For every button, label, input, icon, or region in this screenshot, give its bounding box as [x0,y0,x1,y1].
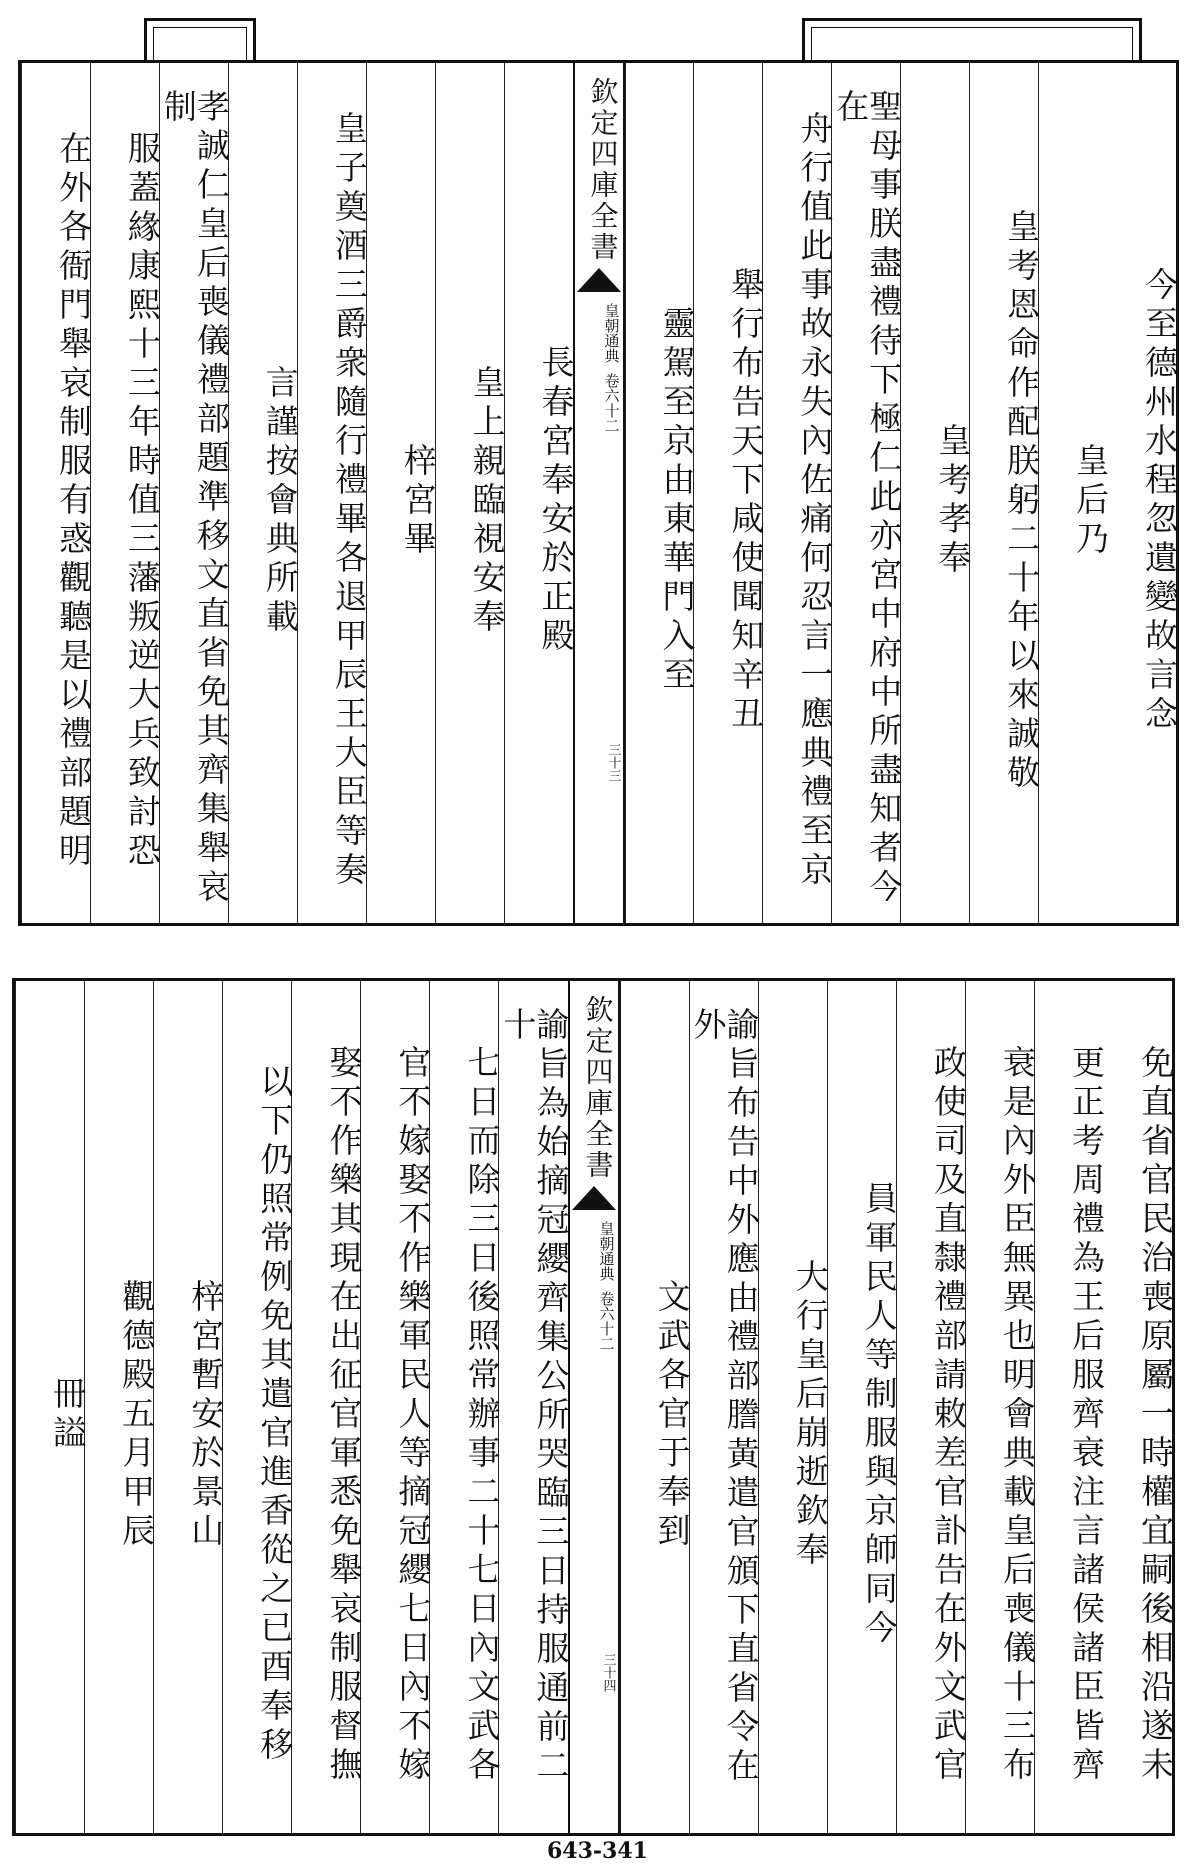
top_page-column-10 [366,63,438,923]
fishtail-mark-icon [572,1186,616,1210]
column-text: 服蓋緣康熙十三年時值三藩叛逆大兵致討恐 [122,130,162,872]
bottom_page-column-5 [758,981,830,1833]
bottom_page-center-panel [568,981,620,1833]
column-text: 皇上親臨視安奉 [467,364,507,638]
column-text: 舟行值此事故永失內佐痛何忍言一應典禮至京 [795,111,835,891]
center-title: 欽定四庫全書 [581,995,615,1181]
center-title: 欽定四庫全書 [586,77,620,263]
column-text: 冊謚 [48,1376,88,1454]
center-volume: 卷六十二 [602,373,621,433]
bottom_page-column-13 [153,981,226,1833]
bottom_page-column-9 [429,981,502,1833]
column-text: 皇考孝奉 [933,423,973,579]
center-volume: 卷六十二 [597,1291,616,1351]
column-text: 在外各衙門舉哀制服有惑觀聽是以禮部題明 [53,130,93,872]
column-text: 大行皇后崩逝欽奉 [790,1259,830,1571]
bottom_page-column-11 [291,981,364,1833]
top_page-column-9 [435,63,507,923]
column-text: 政使司及直隸禮部請敕差官訃告在外文武官 [928,1044,968,1786]
column-text: 聖母事朕盡禮待下極仁此亦宮中府中所盡知者今在 [831,89,904,908]
column-text: 皇后乃 [1071,442,1111,560]
column-text: 七日而除三日後照常辦事二十七日內文武各 [462,1044,502,1786]
top_page-column-3 [900,63,973,923]
top-page [18,60,1179,926]
top_page-column-4 [831,63,904,923]
column-text: 舉行布告天下咸使聞知辛丑 [726,267,766,735]
bottom_page-column-15 [15,981,88,1833]
bottom_page-column-12 [222,981,295,1833]
top_page-column-13 [158,63,231,923]
fishtail-mark-icon [577,268,621,292]
column-text: 諭旨為始摘冠纓齊集公所哭臨三日持服通前二十 [498,1007,571,1787]
top_page-column-11 [297,63,369,923]
column-text: 孝誠仁皇后喪儀禮部題準移文直省免其齊集舉哀制 [158,89,231,908]
column-text: 員軍民人等制服與京師同今 [859,1181,899,1649]
column-text: 官不嫁娶不作樂軍民人等摘冠纓七日內不嫁 [393,1044,433,1786]
column-text: 更正考周禮為王后服齊衰注言諸侯諸臣皆齊 [1066,1044,1106,1786]
column-text: 皇考恩命作配朕躬二十年以來誠敬 [1002,208,1042,794]
column-text: 皇子奠酒三爵衆隨行禮畢各退甲辰王大臣等奏 [329,111,369,891]
top_page-column-7 [625,63,697,923]
top_page-column-14 [90,63,162,923]
center-book-title: 皇朝通典 [597,1221,616,1281]
column-text: 長春宮奉安於正殿 [536,345,576,657]
top_page-column-15 [21,63,93,923]
top_page-column-8 [504,63,576,923]
bottom_page-column-1 [1034,981,1106,1833]
top_page-column-1 [1038,63,1111,923]
bottom_page-column-3 [896,981,968,1833]
bottom_page-column-6 [688,981,761,1833]
column-text: 文武各官于奉到 [652,1278,692,1552]
bottom_page-column-0 [1103,981,1175,1833]
top_page-column-2 [969,63,1042,923]
column-text: 今至德州水程忽遺變故言念 [1140,267,1179,735]
column-text: 免直省官民治喪原屬一時權宜嗣後相沿遂未 [1136,1044,1175,1786]
column-text: 衰是內外臣無異也明會典載皇后喪儀十三布 [997,1044,1037,1786]
column-text: 言謹按會典所載 [260,364,300,638]
column-text: 梓宮畢 [398,442,438,560]
center-page-number: 三十三 [605,743,621,782]
top_page-column-12 [228,63,300,923]
bottom_page-column-8 [498,981,571,1833]
top_page-center-panel [573,63,625,923]
top_page-column-6 [693,63,766,923]
top_page-column-5 [762,63,835,923]
column-text: 梓宮暫安於景山 [186,1278,226,1552]
bottom_page-column-7 [620,981,692,1833]
column-text: 諭旨布告中外應由禮部謄黃遣官頒下直省令在外 [688,1007,761,1787]
center-page-number: 三十四 [600,1653,616,1692]
column-text: 觀德殿五月甲辰 [117,1278,157,1552]
bottom_page-column-2 [965,981,1037,1833]
column-text: 以下仍照常例免其遣官進香從之已酉奉移 [255,1064,295,1766]
page-footer-number: 643-341 [547,1838,648,1864]
top_page-column-0 [1107,63,1179,923]
bottom_page-column-10 [360,981,433,1833]
center-book-title: 皇朝通典 [602,303,621,363]
bottom_page-column-14 [84,981,157,1833]
column-text: 娶不作樂其現在出征官軍悉免舉哀制服督撫 [324,1044,364,1786]
bottom-page [12,978,1175,1836]
bottom_page-column-4 [827,981,899,1833]
column-text: 靈駕至京由東華門入至 [657,306,697,696]
